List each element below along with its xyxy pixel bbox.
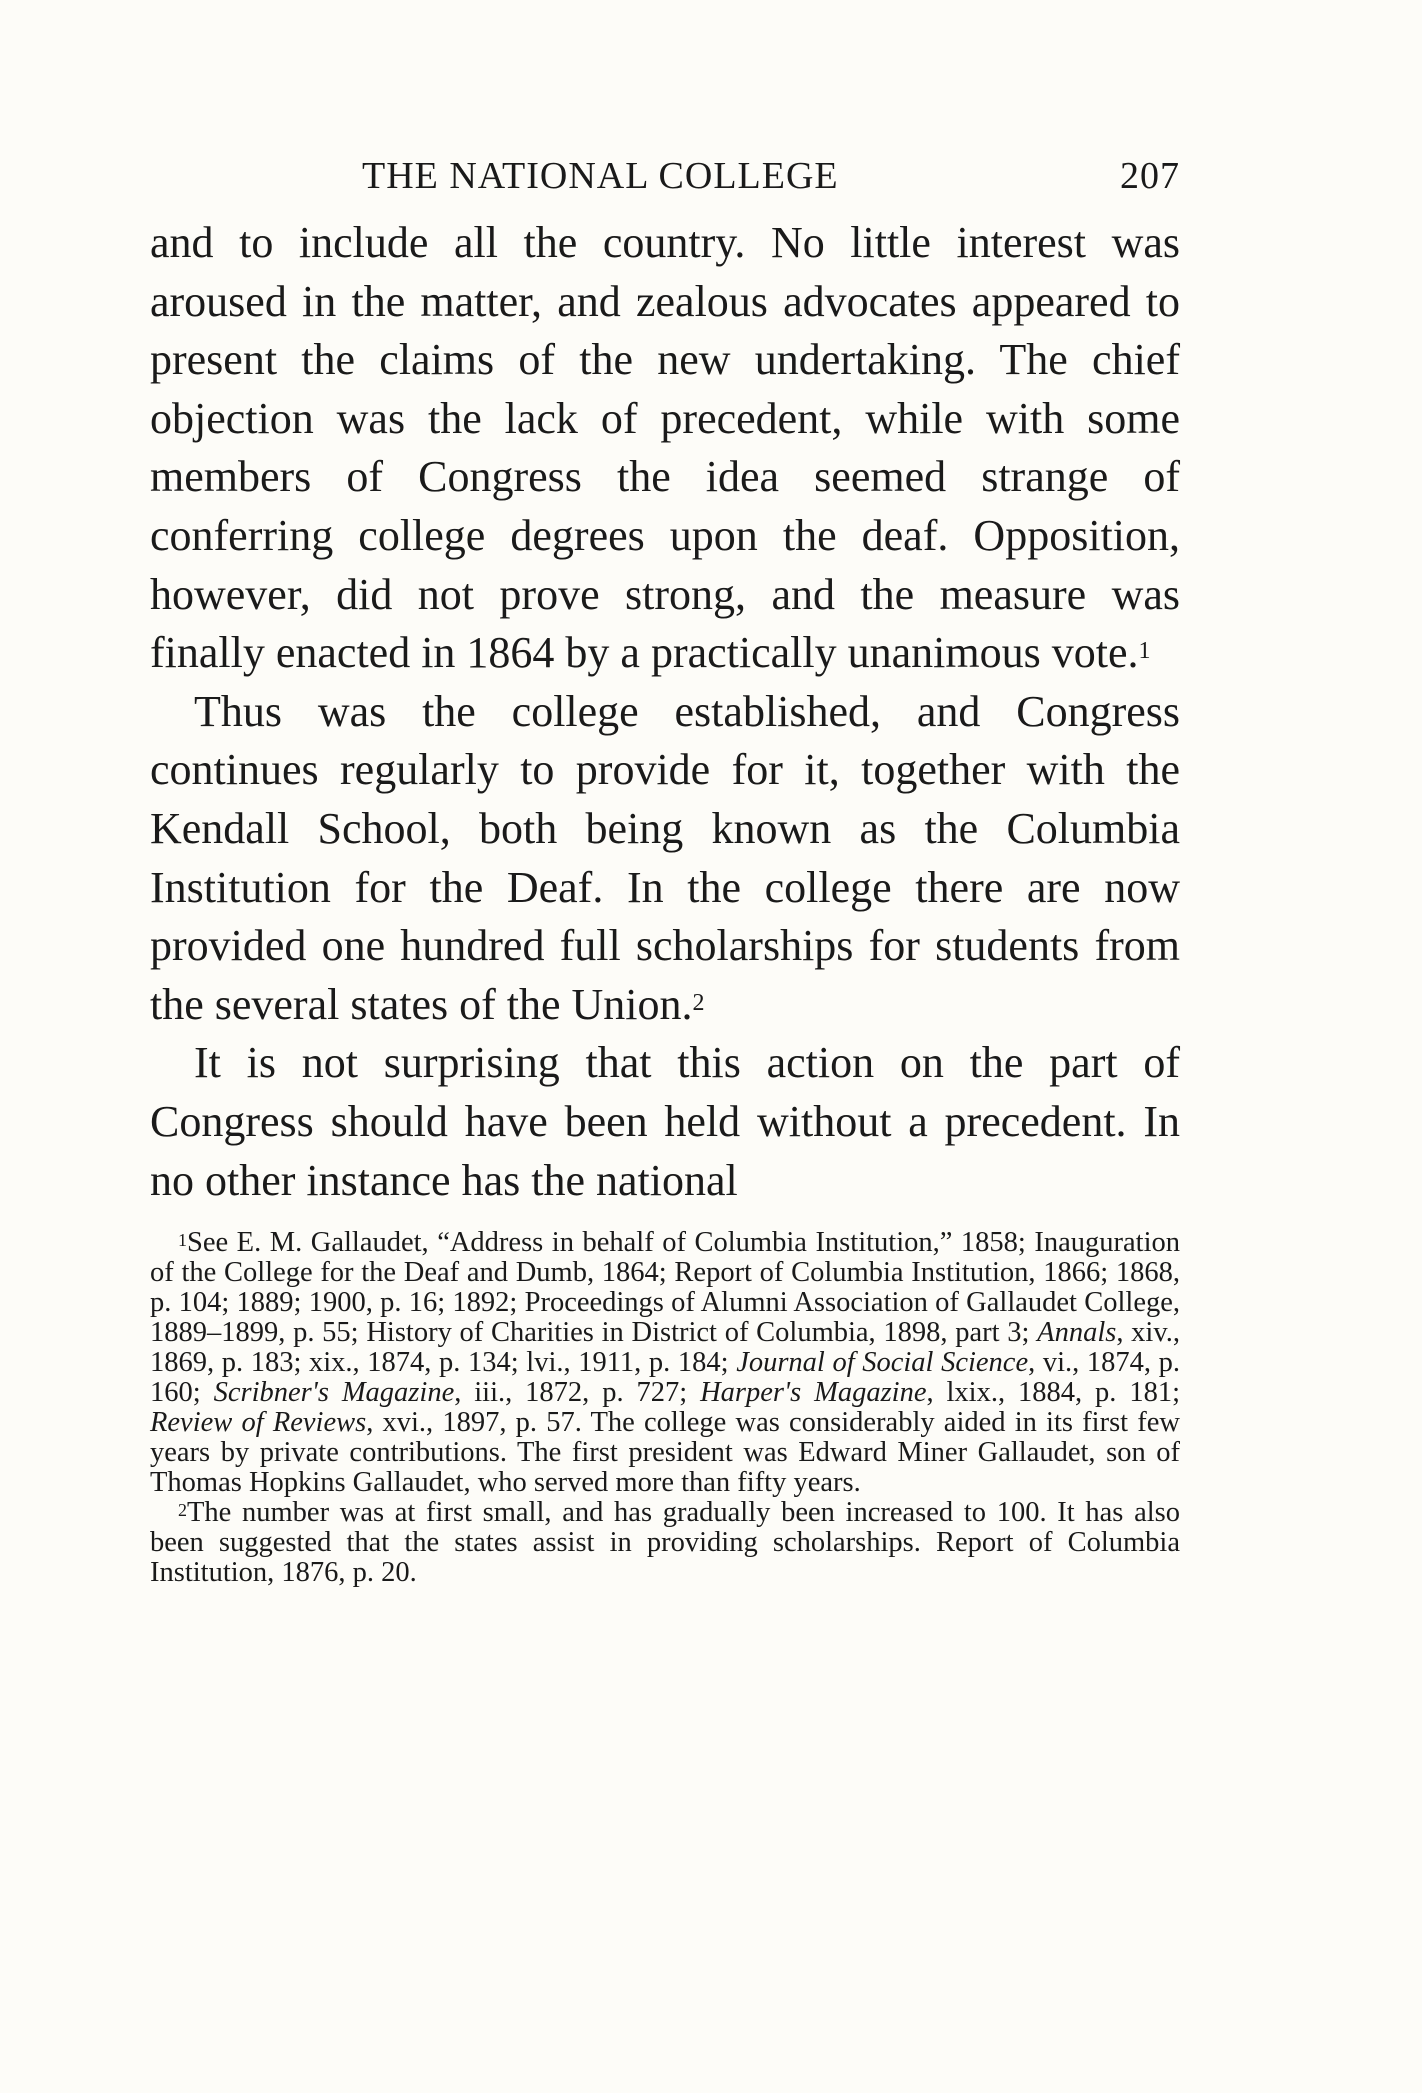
footnote-2: $^2$The number was at first small, and has gradually been increased to 100. It has also been suggested that the states assist in providing scholarships. Report of Columbia Institution, 1876, p. 20.: [150, 1497, 1180, 1589]
footnote-ref-1: 1: [1138, 638, 1151, 665]
running-head-title: THE NATIONAL COLLEGE: [362, 155, 839, 197]
footnotes: [150, 1228, 1180, 1588]
footnote-marker: 1: [178, 1230, 187, 1251]
paragraph-not-surprising: It is not surprising that this action on the part of Congress should have been held without a precedent. In no other instance has the national: [150, 1038, 1180, 1205]
footnote-marker: 2: [178, 1500, 187, 1521]
page-number: 207: [1120, 155, 1180, 197]
running-head: [150, 150, 1180, 210]
body-text: [150, 214, 1180, 1210]
paragraph-continued: and to include all the country. No little interest was aroused in the matter, and zealous advocates appeared to present the claims of the new undertaking. The chief objection was the lack of precedent, while with some members of Congress the idea seemed strange of conferring college degrees upon the deaf. Opposition, however, did not prove strong, and the measure was finally enacted in 1864 by a practically unanimous vote.$^1$: [150, 218, 1180, 678]
footnote-1: $^1$See E. M. Gallaudet, “Address in behalf of Columbia Institution,” 1858; Inauguration of the College for the Deaf and Dumb, 1864; Report of Columbia Institution, 1866; 1868, p. 104; 1889; 1900, p. 16; 1892; Proceedings of Alumni Association of Gallaudet College, 1889–1899, p. 55; History of Charities in District of Columbia, 1898, part 3; Annals, xiv., 1869, p. 183; xix., 1874, p. 134; lvi., 1911, p. 184; Journal of Social Science, vi., 1874, p. 160; Scribner's Magazine, iii., 1872, p. 727; Harper's Magazine, lxix., 1884, p. 181; Review of Reviews, xvi., 1897, p. 57. The college was considerably aided in its first few years by private contributions. The first president was Edward Miner Gallaudet, son of Thomas Hopkins Gallaudet, who served more than fifty years.: [150, 1227, 1180, 1499]
footnote-ref-2: 2: [692, 989, 705, 1016]
book-page: [150, 150, 1180, 1588]
paragraph-college-established: Thus was the college established, and Congress continues regularly to provide for it, together with the Kendall School, both being known as the Columbia Institution for the Deaf. In the college there are now provided one hundred full scholarships for students from the several states of the Union.$^2$: [150, 686, 1180, 1029]
